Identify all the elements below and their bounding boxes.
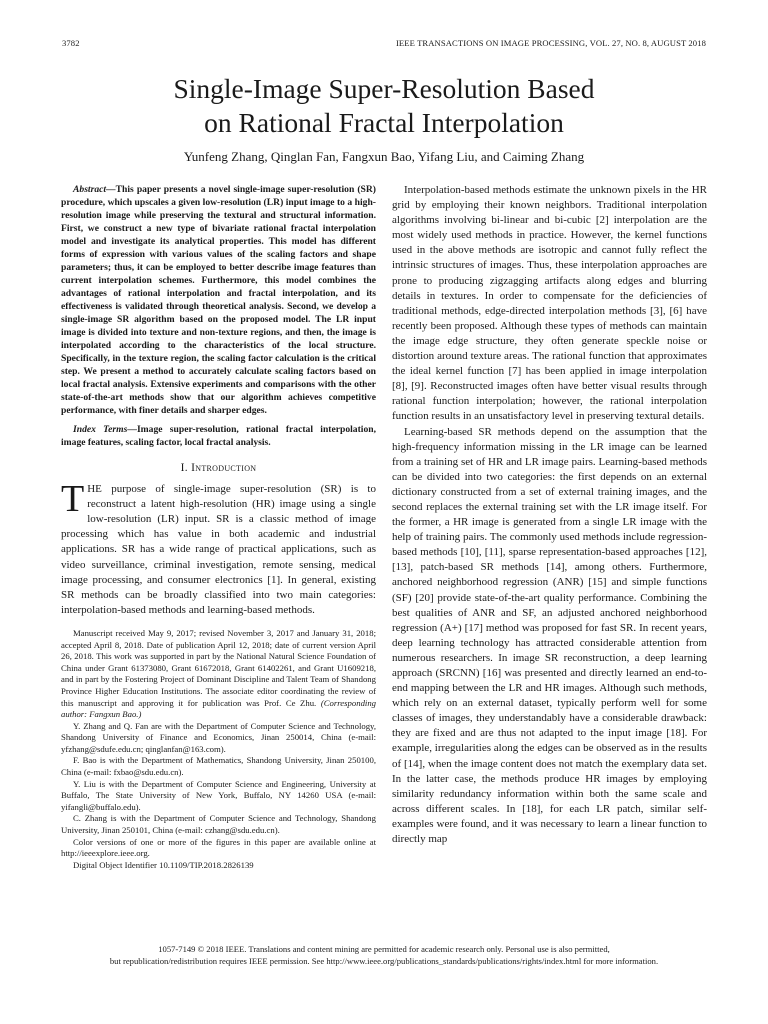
intro-text: purpose of single-image super-resolution (SR) is to reconstruct a latent high-resolution (HR) image using a single low-resolution (LR) input. SR is a classic method of image processing which has value in both academic and industrial applications. SR has a wide range of practical applications, such as video surveillance, criminal investigation, remote sensing, medical image processing, and consumer electronics [1]. In general, existing SR methods can be broadly classified into two main categories: interpolation-based methods and learning-based methods. — [61, 483, 376, 616]
author-list: Yunfeng Zhang, Qinglan Fan, Fangxun Bao, Yifang Liu, and Caiming Zhang — [183, 149, 585, 164]
drop-cap: T — [61, 478, 85, 521]
index-terms-label: Index Terms— — [73, 424, 137, 435]
footnote-zhang-fan: Y. Zhang and Q. Fan are with the Department of Computer Science and Technology, Shandong University of Finance and Economics, Jinan 250014, China (e-mail: yfzhang@sdufe.edu.cn; qinglanfan@163.com). — [61, 720, 376, 754]
paper-title — [60, 72, 708, 140]
footnote-liu: Y. Liu is with the Department of Computer Science and Engineering, University at Buffalo, The State University of New York, Buffalo, NY 14260 USA (e-mail: yifangli@buffalo.edu). — [61, 778, 376, 812]
footnote-bao: F. Bao is with the Department of Mathematics, Shandong University, Jinan 250100, China (e-mail: fxbao@sdu.edu.cn). — [61, 755, 376, 778]
running-header — [62, 38, 706, 52]
intro-lead: HE — [87, 483, 102, 496]
doi-line: Digital Object Identifier 10.1109/TIP.2018.2826139 — [73, 859, 254, 870]
page-number: 3782 — [62, 38, 80, 48]
footnotes — [61, 628, 376, 871]
body-paragraph-learning: Learning-based SR methods depend on the assumption that the high-frequency information missing in the LR image can be learned from a training set of HR and LR image pairs. Learning-based methods can be divided into two categories: the first depends on an external dictionary constructed from a set of external training images, and the second replaces the external training set with the LR image itself. For the former, a HR image is generated from a single LR image with the help of training pairs. The commonly used methods include regression-based methods [10], [11], sparse representation-based approaches [12], [13], patch-based SR methods [14], among others. Furthermore, anchored neighborhood regression (ANR) [15] and simple functions (SF) [20] provide state-of-the-art quality performance. Combining the best qualities of ANR and SF, an adjusted anchored neighborhood regression (A+) [17] method was proposed for fast SR. In recent years, deep learning technology has attracted considerable attention from numerous researchers. In image SR reconstruction, a deep learning approach (SRCNN) [16] was presented and directly learned an end-to-end mapping between the LR and HR images. Although such methods, which rely on an external dataset, typically perform well for some classes of images, they understandably have a considerable drawback: they are fixed and are thus not adapted to the input image [18]. For example, irregularities along the edges can be observed as in the results of [14], when the image content does not match the exemplary data set. In the latter case, the methods produce HR images by employing similarity redundancy information within both the same scale and across different scales. In [18], for each LR patch, similar self-examples were found, and it was necessary to learn a linear function to directly map — [392, 425, 707, 846]
copyright-notice — [40, 944, 728, 967]
footnote-color: Color versions of one or more of the figures in this paper are available online at http://ieeexplore.ieee.org. — [61, 836, 376, 859]
copyright-line-2: but republication/redistribution requires IEEE permission. See http://www.ieee.org/publications_standards/publications/rights/index.html for more information. — [109, 955, 659, 966]
title-line-2: on Rational Fractal Interpolation — [204, 107, 564, 138]
copyright-line-1: 1057-7149 © 2018 IEEE. Translations and content mining are permitted for academic research only. Personal use is also permitted, — [158, 944, 610, 954]
section-heading-introduction — [61, 461, 376, 476]
abstract — [61, 183, 376, 417]
body-paragraph-interpolation: Interpolation-based methods estimate the unknown pixels in the HR grid by employing their known neighbors. Traditional interpolation algorithms involving bi-linear and bi-cubic [2] interpolation are the most widely used methods in practice. However, the kernel functions used in the above methods are isotropic and cannot fully reflect the intrinsic structures of images. Thus, these interpolation approaches are prone to producing zigzagging artifacts along edges and blurring details in textures. In order to compensate for the deficiencies of traditional methods, edge-directed interpolation methods [3], [6] have recently been proposed. Although these types of methods can maintain the image edge structure, they often generate speckle noise or distortion around texture areas. The rational function that approximates the ideal kernel function [7] has been applied in image interpolation [8], [9]. Reconstructed images often have better visual results through rational function interpolation; however, the rational interpolation function results in an unsatisfactory level in preserving textural details. — [392, 184, 707, 423]
title-line-1: Single-Image Super-Resolution Based — [173, 73, 595, 104]
abstract-text: This paper presents a novel single-image super-resolution (SR) procedure, which upscales a given low-resolution (LR) input image to a high-resolution image while preserving the textural and structural information. First, we construct a new type of bivariate rational fractal interpolation model and investigate its analytical properties. This model has different forms of expression with various values of the scaling factors and shape parameters; thus, it can be employed to better describe image features than current interpolation schemes. Furthermore, this model combines the advantages of rational interpolation and fractal interpolation, and its effectiveness is validated through theoretical analysis. Second, we develop a single-image SR algorithm based on the proposed model. The LR input image is divided into texture and non-texture regions, and then, the image is interpolated according to the characteristics of the local structure. Specifically, in the texture region, the scaling factor calculation is the critical step. We present a method to accurately calculate scaling factors based on local fractal analysis. Extensive experiments and comparisons with the other state-of-the-art methods show that our algorithm achieves competitive performance, with finer details and sharper edges. — [61, 184, 376, 416]
section-name: Introduction — [191, 462, 257, 474]
section-numeral: I. — [180, 462, 188, 474]
index-terms — [61, 423, 376, 449]
abstract-label: Abstract— — [73, 184, 116, 195]
intro-paragraph — [61, 478, 376, 618]
left-column — [61, 183, 376, 871]
index-terms-text: Image super-resolution, rational fractal interpolation, image features, scaling factor, local fractal analysis. — [61, 424, 376, 448]
corresponding-author-note: (Corresponding author: Fangxun Bao.) — [61, 697, 377, 720]
footnote-manuscript: Manuscript received May 9, 2017; revised November 3, 2017 and January 31, 2018; accepted April 8, 2018. Date of publication April 12, 2018; date of current version April 26, 2018. This work was supported in part by the National Natural Science Foundation of China under Grant 61373080, Grant 61672018, Grant 61402261, and Grant U1609218, and in part by the Fostering Project of Dominant Discipline and Talent Team of Shandong Province Higher Education Institutions. The associate editor coordinating the review of this manuscript and approving it for publication was Prof. Ce Zhu. (Corresponding author: Fangxun Bao.) — [61, 627, 377, 720]
footnote-czhang: C. Zhang is with the Department of Computer Science and Technology, Shandong University, Jinan 250101, China (e-mail: czhang@sdu.edu.cn). — [61, 813, 376, 836]
journal-header: IEEE TRANSACTIONS ON IMAGE PROCESSING, VOL. 27, NO. 8, AUGUST 2018 — [395, 38, 706, 48]
right-column — [392, 183, 707, 847]
